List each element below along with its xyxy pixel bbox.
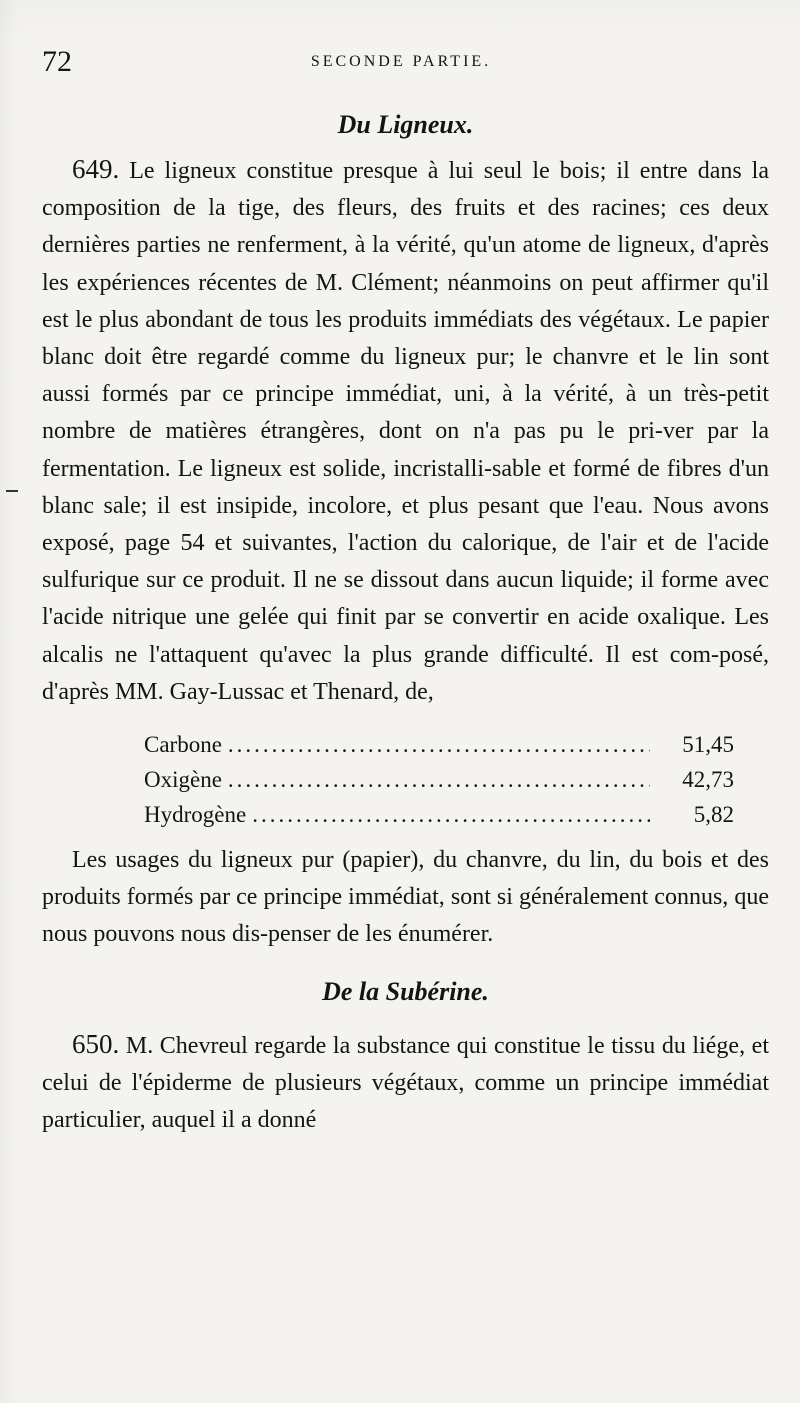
page-header — [42, 42, 760, 82]
dot-leader — [228, 727, 650, 762]
composition-row — [144, 762, 734, 797]
element-name: Carbone — [144, 732, 222, 758]
composition-table — [144, 727, 734, 832]
paragraph-649 — [42, 151, 769, 711]
closing-paragraph: Les usages du ligneux pur (papier), du chanvre, du lin, du bois et des produits formés par ce principe immédiat, sont si généralement connus, que nous pouvons nous dis-penser de les énumérer. — [42, 847, 769, 948]
paragraph-650 — [42, 1026, 769, 1140]
paragraph-text: Le ligneux constitue presque à lui seul le bois; il entre dans la composition de la tige, des fleurs, des fruits et des racines; ces deux dernières parties ne renferment, à la vérité, qu'un atome de ligneux, d'après les expériences récentes de M. Clément; néanmoins on peut affirmer qu'il est le plus abondant de tous les produits immédiats des végétaux. Le papier blanc doit être regardé comme du ligneux pur; le chanvre et le lin sont aussi formés par ce principe immédiat, uni, à la vérité, à un très-petit nombre de matières étrangères, dont on n'a pas pu le pri-ver par la fermentation. Le ligneux est solide, incristalli-sable et formé de fibres d'un blanc sale; il est insipide, incolore, et plus pesant que l'eau. Nous avons exposé, page 54 et suivantes, l'action du calorique, de l'air et de l'acide sulfurique sur ce produit. Il ne se dissout dans aucun liquide; il forme avec l'acide nitrique une gelée qui finit par se convertir en acide oxalique. Les alcalis ne l'attaquent qu'avec la plus grande difficulté. Il est com-posé, d'après MM. Gay-Lussac et Thenard, de, — [42, 158, 770, 705]
section-title-suberine: De la Subérine. — [322, 976, 489, 1006]
composition-row — [144, 727, 734, 762]
element-name: Hydrogène — [144, 802, 247, 828]
paragraph-number: 650. — [72, 1028, 120, 1059]
page-number: 72 — [42, 45, 72, 78]
element-value: 42,73 — [682, 767, 734, 793]
element-value: 5,82 — [693, 802, 734, 828]
paragraph-text: M. Chevreul regarde la substance qui constitue le tissu du liége, et celui de l'épiderme de plusieurs végétaux, comme un principe immédiat particulier, auquel il a donné — [42, 1032, 769, 1134]
running-head: SECONDE PARTIE. — [310, 53, 492, 70]
composition-row — [144, 797, 734, 832]
element-name: Oxigène — [144, 767, 222, 793]
dot-leader — [228, 762, 650, 797]
paragraph-number: 649. — [72, 154, 120, 184]
page-content — [42, 105, 769, 1139]
element-value: 51,45 — [682, 732, 734, 758]
dot-leader — [252, 797, 650, 832]
section-title-ligneux: Du Ligneux. — [337, 110, 474, 139]
margin-mark — [6, 490, 18, 492]
